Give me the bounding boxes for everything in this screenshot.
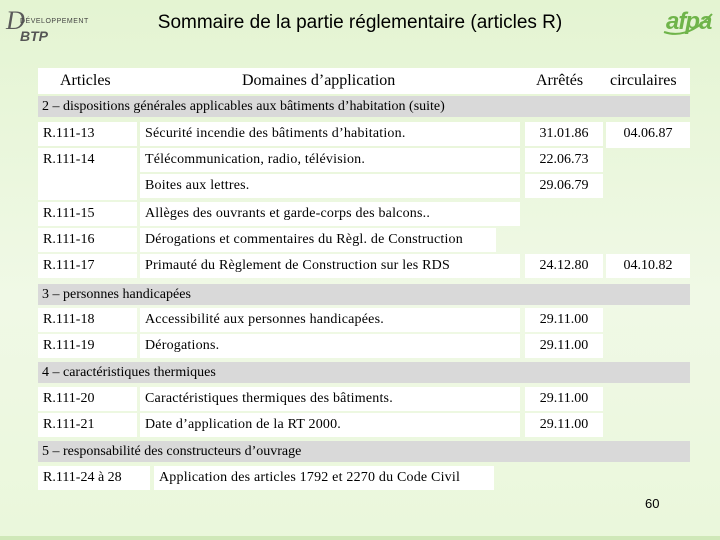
logo-letter-d-icon: D: [6, 6, 25, 35]
row-code: R.111-19: [38, 334, 137, 358]
row-arrete: 24.12.80: [525, 254, 603, 278]
row-code: R.111-17: [38, 254, 137, 278]
row-code: R.111-18: [38, 308, 137, 332]
row-circulaire: 04.10.82: [606, 254, 690, 278]
section-5-heading: 5 – responsabilité des constructeurs d’ouvrage: [38, 441, 690, 462]
row-description: Dérogations.: [140, 334, 520, 358]
row-arrete: 29.06.79: [525, 174, 603, 198]
row-description: Date d’application de la RT 2000.: [140, 413, 520, 437]
row-arrete: 29.11.00: [525, 334, 603, 358]
row-circulaire: 04.06.87: [606, 122, 690, 148]
row-code: R.111-20: [38, 387, 137, 411]
row-description: Dérogations et commentaires du Règl. de Construction: [140, 228, 496, 252]
row-description: Sécurité incendie des bâtiments d’habitation.: [140, 122, 520, 146]
row-code: R.111-24 à 28: [38, 466, 150, 490]
row-description: Télécommunication, radio, télévision.: [140, 148, 520, 172]
header-arretes: Arrêtés: [536, 72, 584, 89]
afpa-logo: [662, 4, 714, 40]
row-arrete: 29.11.00: [525, 413, 603, 437]
row-description: Application des articles 1792 et 2270 du Code Civil: [154, 466, 494, 490]
row-description: Allèges des ouvrants et garde-corps des balcons..: [140, 202, 520, 226]
page-number: 60: [645, 496, 660, 511]
row-code: R.111-16: [38, 228, 137, 252]
row-description: Caractéristiques thermiques des bâtiments.: [140, 387, 520, 411]
row-arrete: 31.01.86: [525, 122, 603, 146]
afpa-logo-text: afpa: [666, 8, 712, 35]
logo-left-line1: DÉVELOPPEMENT: [20, 18, 89, 25]
section-4-heading: 4 – caractéristiques thermiques: [38, 362, 690, 383]
row-description: Primauté du Règlement de Construction sur les RDS: [140, 254, 520, 278]
header-articles: Articles: [60, 72, 111, 89]
row-description: Boites aux lettres.: [140, 174, 520, 198]
section-2-heading: 2 – dispositions générales applicables aux bâtiments d’habitation (suite): [38, 96, 690, 117]
page-title: Sommaire de la partie réglementaire (articles R): [157, 12, 563, 33]
row-code: R.111-21: [38, 413, 137, 437]
bottom-divider: [0, 536, 720, 540]
header-circulaires: circulaires: [610, 72, 677, 89]
row-arrete: 29.11.00: [525, 387, 603, 411]
row-arrete: 29.11.00: [525, 308, 603, 332]
row-code: R.111-14: [38, 148, 137, 200]
row-code: R.111-15: [38, 202, 137, 226]
row-description: Accessibilité aux personnes handicapées.: [140, 308, 520, 332]
table-header: [38, 68, 690, 94]
logo-left-line2: BTP: [20, 28, 48, 44]
section-3-heading: 3 – personnes handicapées: [38, 284, 690, 305]
row-code: R.111-13: [38, 122, 137, 146]
row-arrete: 22.06.73: [525, 148, 603, 172]
header-domaines: Domaines d’application: [242, 72, 396, 89]
